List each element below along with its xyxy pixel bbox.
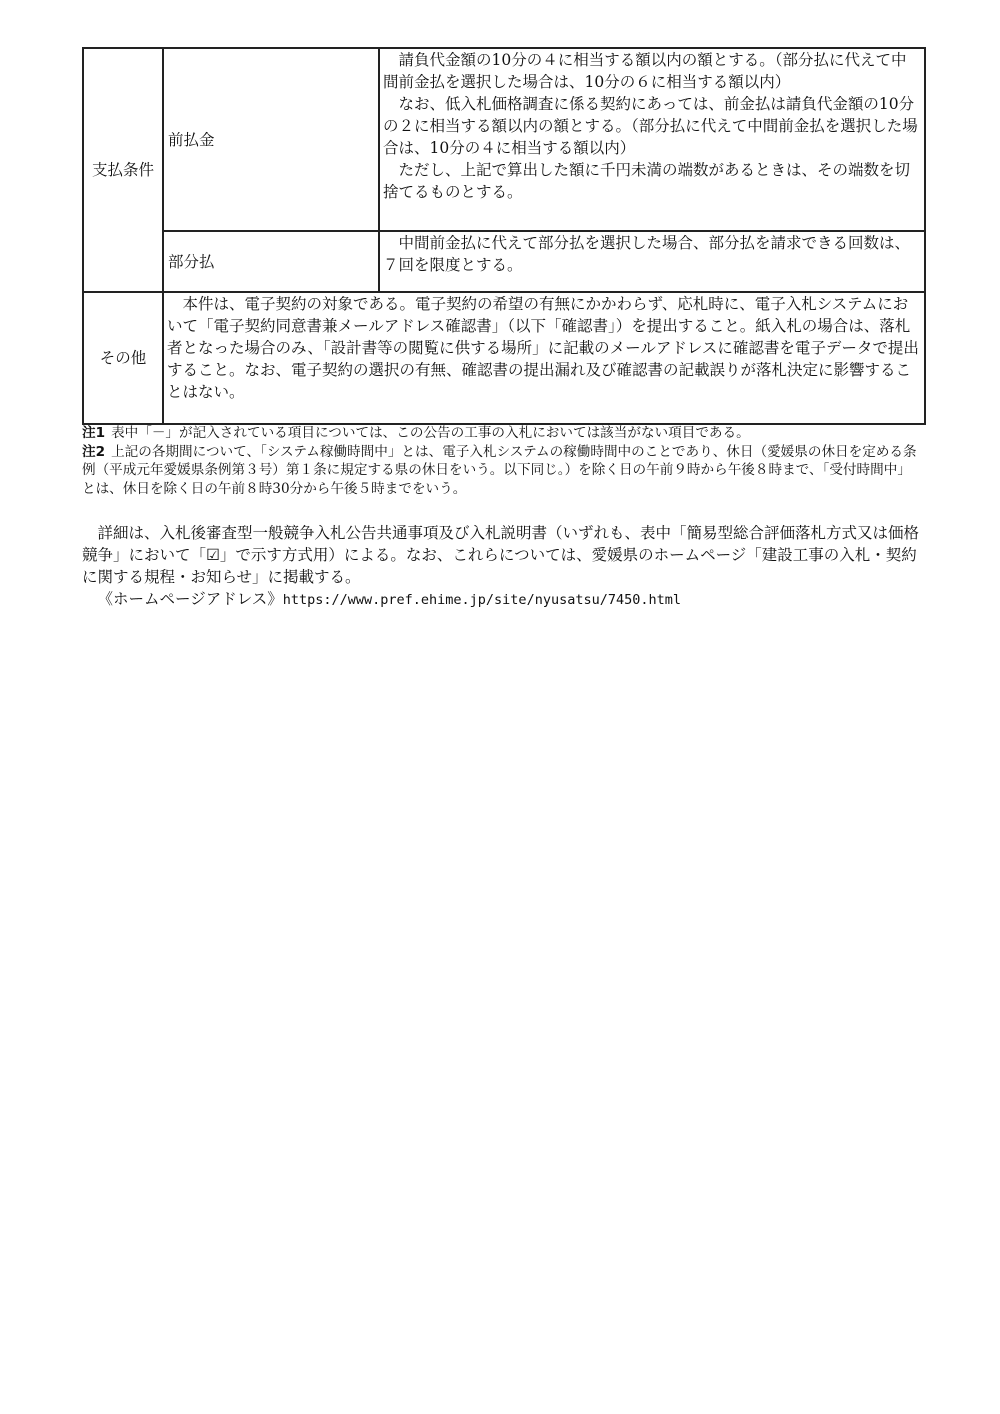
details-section (82, 522, 924, 611)
partial-payment-content (379, 231, 925, 292)
other-label: その他 (83, 292, 163, 424)
advance-payment-paragraph: 請負代金額の10分の４に相当する額以内の額とする。（部分払に代えて中間前金払を選択した場合は、10分の６に相当する額以内） (383, 51, 907, 91)
conditions-table (82, 47, 926, 425)
other-row (83, 292, 925, 424)
advance-payment-content (379, 48, 925, 231)
checked-box-icon: ☑ (206, 546, 220, 564)
details-paragraph (82, 522, 924, 588)
payment-conditions-label: 支払条件 (83, 48, 163, 292)
partial-payment-label: 部分払 (163, 231, 379, 292)
advance-payment-paragraph: なお、低入札価格調査に係る契約にあっては、前金払は請負代金額の10分の２に相当する額以内の額とする。（部分払に代えて中間前金払を選択した場合は、10分の４に相当する額以内） (383, 95, 918, 157)
note-2-text: 上記の各期間について、「システム稼働時間中」とは、電子入札システムの稼働時間中のことであり、休日（愛媛県の休日を定める条例（平成元年愛媛県条例第３号）第１条に規定する県の休日をいう。以下同じ。）を除く日の午前９時から午後８時まで、「受付時間中」とは、休日を除く日の午前８時30分から午後５時までをいう。 (82, 443, 917, 497)
homepage-address-label: 《ホームページアドレス》 (97, 590, 283, 608)
advance-payment-row (83, 48, 925, 231)
homepage-url-link[interactable]: https://www.pref.ehime.jp/site/nyusatsu/7450.html (282, 592, 681, 608)
homepage-address-line (82, 588, 924, 611)
note-2-head: 注2 (82, 443, 106, 460)
advance-payment-paragraph: ただし、上記で算出した額に千円未満の端数があるときは、その端数を切捨てるものとする。 (383, 161, 911, 201)
partial-payment-row (83, 231, 925, 292)
note-1 (82, 424, 924, 443)
other-content (163, 292, 925, 424)
note-1-text: 表中「－」が記入されている項目については、この公告の工事の入札においては該当がない項目である。 (111, 425, 750, 441)
other-text: 本件は、電子契約の対象である。電子契約の希望の有無にかかわらず、応札時に、電子入札システムにおいて「電子契約同意書兼メールアドレス確認書」（以下「確認書」）を提出すること。紙入札の場合は、落札者となった場合のみ、「設計書等の閲覧に供する場所」に記載のメールアドレスに確認書を電子データで提出すること。なお、電子契約の選択の有無、確認書の提出漏れ及び確認書の記載誤りが落札決定に影響することはない。 (167, 295, 919, 401)
advance-payment-label: 前払金 (163, 48, 379, 231)
details-text-after: 」で示す方式用）による。なお、これらについては、愛媛県のホームページ「建設工事の入札・契約に関する規程・お知らせ」に掲載する。 (82, 546, 917, 586)
notes-section (82, 424, 924, 498)
partial-payment-text: 中間前金払に代えて部分払を選択した場合、部分払を請求できる回数は、７回を限度とする。 (383, 234, 911, 274)
note-1-head: 注1 (82, 425, 106, 441)
details-text-before: 詳細は、入札後審査型一般競争入札公告共通事項及び入札説明書（いずれも、表中「簡易型総合評価落札方式又は価格競争」において「 (82, 524, 920, 564)
note-2 (82, 443, 924, 499)
